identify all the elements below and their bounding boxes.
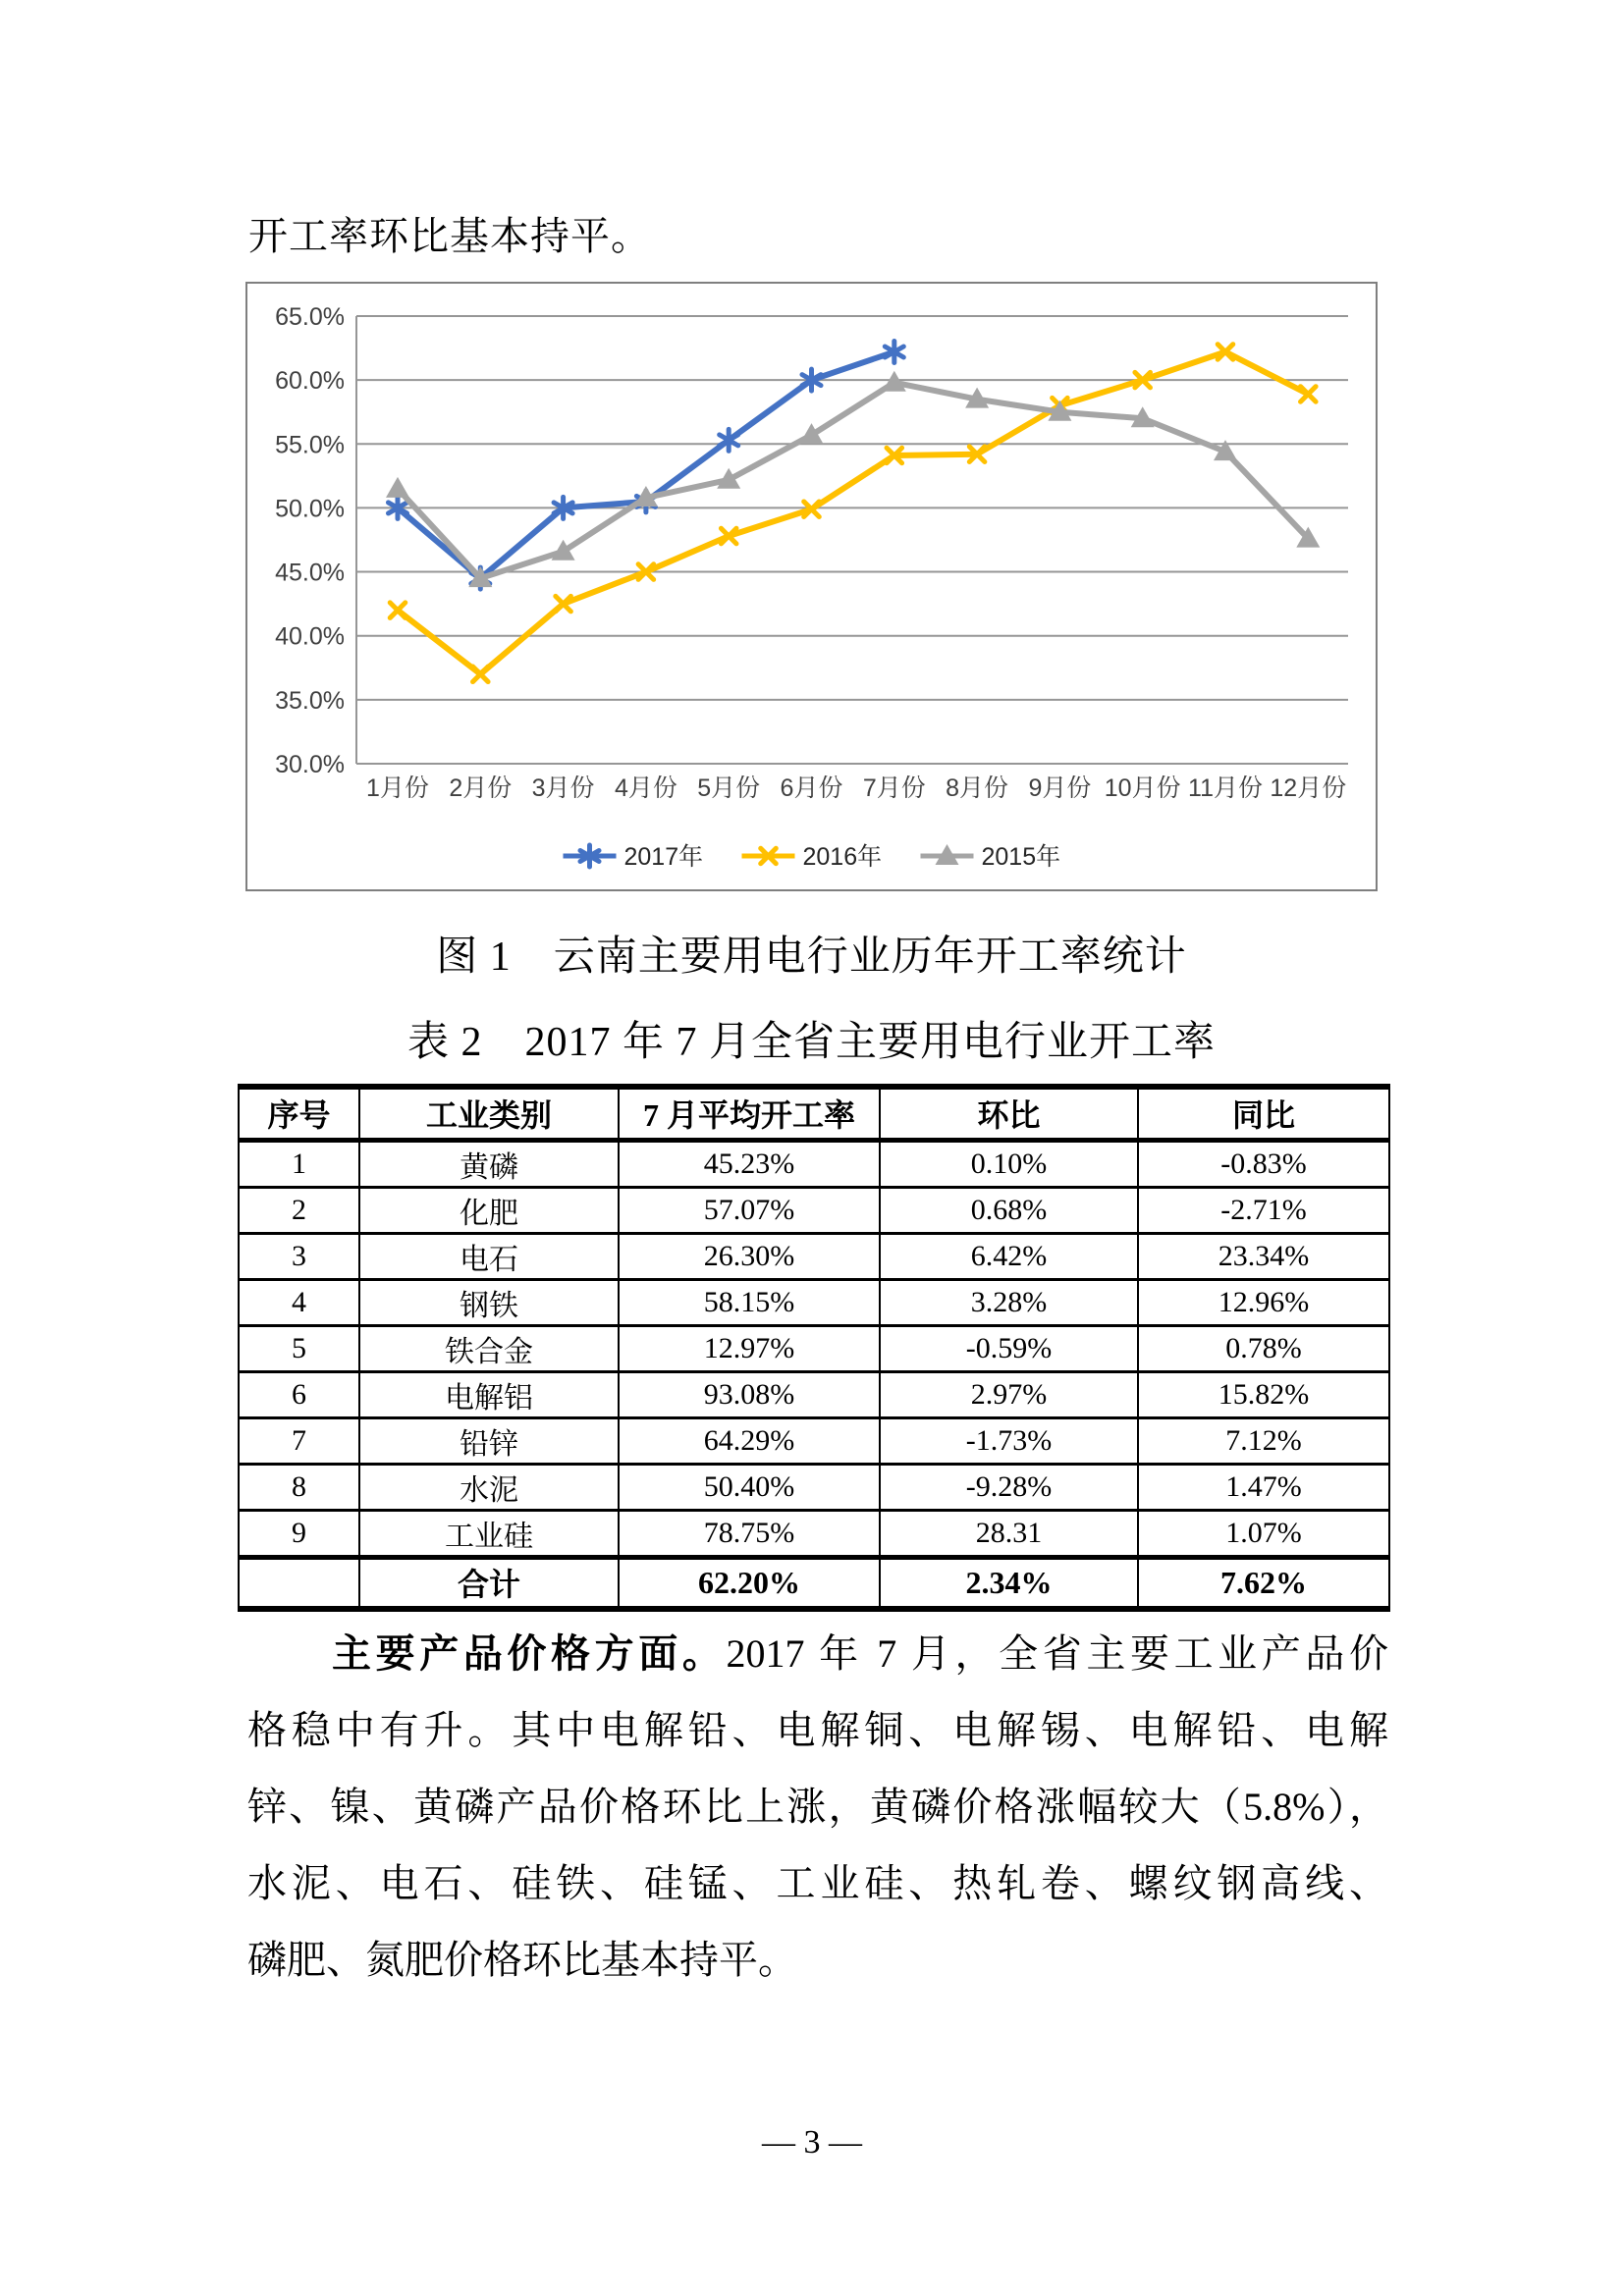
x-tick-label: 10月份 bbox=[1104, 774, 1181, 802]
table-cell: 7.12% bbox=[1138, 1417, 1389, 1464]
table-body bbox=[239, 1140, 1389, 1609]
table-cell: 化肥 bbox=[359, 1187, 619, 1233]
x-tick-label: 9月份 bbox=[1028, 774, 1092, 802]
x-tick-label: 1月份 bbox=[366, 774, 429, 802]
x-tick-label: 8月份 bbox=[946, 774, 1009, 802]
line-chart bbox=[245, 282, 1378, 891]
table-cell: 6.42% bbox=[880, 1233, 1138, 1279]
table-cell: 58.15% bbox=[619, 1279, 880, 1325]
table-cell: 钢铁 bbox=[359, 1279, 619, 1325]
table-row bbox=[239, 1464, 1389, 1510]
table-caption: 表 2 2017 年 7 月全省主要用电行业开工率 bbox=[406, 1020, 1216, 1065]
table-row bbox=[239, 1187, 1389, 1233]
table-cell: 57.07% bbox=[619, 1187, 880, 1233]
table-cell: -1.73% bbox=[880, 1417, 1138, 1464]
table-row bbox=[239, 1510, 1389, 1557]
table-cell bbox=[239, 1557, 359, 1609]
table-cell: 合计 bbox=[359, 1557, 619, 1609]
table-total-row bbox=[239, 1557, 1389, 1609]
table-cell: 78.75% bbox=[619, 1510, 880, 1557]
header-cell: 序号 bbox=[239, 1087, 359, 1140]
table-cell: 12.97% bbox=[619, 1325, 880, 1371]
table-row bbox=[239, 1140, 1389, 1187]
header-cell: 7 月平均开工率 bbox=[619, 1087, 880, 1140]
y-tick-label: 60.0% bbox=[275, 367, 345, 396]
paragraph-line: 磷肥、氮肥价格环比基本持平。 bbox=[247, 1938, 797, 1982]
table-cell: 50.40% bbox=[619, 1464, 880, 1510]
table-cell: 铁合金 bbox=[359, 1325, 619, 1371]
table-head bbox=[239, 1087, 1389, 1140]
paragraph-line: 锌、镍、黄磷产品价格环比上涨，黄磷价格涨幅较大（5.8%）， bbox=[247, 1785, 1388, 1829]
paragraph-line: 格稳中有升。其中电解铅、电解铜、电解锡、电解铅、电解 bbox=[247, 1708, 1388, 1752]
table-cell: 64.29% bbox=[619, 1417, 880, 1464]
table-cell: -0.59% bbox=[880, 1325, 1138, 1371]
table-cell: -0.83% bbox=[1138, 1140, 1389, 1187]
x-tick-label: 5月份 bbox=[697, 774, 761, 802]
intro-paragraph: 开工率环比基本持平。 bbox=[248, 214, 651, 258]
table-cell: 1.47% bbox=[1138, 1464, 1389, 1510]
x-tick-label: 3月份 bbox=[531, 774, 595, 802]
table-cell: 26.30% bbox=[619, 1233, 880, 1279]
table-cell: 1.07% bbox=[1138, 1510, 1389, 1557]
table-cell: 9 bbox=[239, 1510, 359, 1557]
table-cell: 6 bbox=[239, 1371, 359, 1417]
table-cell: 0.78% bbox=[1138, 1325, 1389, 1371]
table-cell: 93.08% bbox=[619, 1371, 880, 1417]
paragraph-line bbox=[247, 1616, 1388, 1692]
table-cell: 62.20% bbox=[619, 1557, 880, 1609]
table-cell: 7 bbox=[239, 1417, 359, 1464]
table-row bbox=[239, 1417, 1389, 1464]
table-cell: 3.28% bbox=[880, 1279, 1138, 1325]
y-tick-label: 40.0% bbox=[275, 622, 345, 651]
table-cell: -2.71% bbox=[1138, 1187, 1389, 1233]
x-tick-label: 6月份 bbox=[780, 774, 843, 802]
paragraph-line1-rest: 2017 年 7 月，全省主要工业产品价 bbox=[726, 1631, 1389, 1676]
table-row bbox=[239, 1233, 1389, 1279]
table-cell: 2.34% bbox=[880, 1557, 1138, 1609]
y-tick-label: 45.0% bbox=[275, 559, 345, 587]
table-cell: 0.68% bbox=[880, 1187, 1138, 1233]
table-cell: 15.82% bbox=[1138, 1371, 1389, 1417]
legend bbox=[564, 843, 1061, 871]
x-tick-label: 11月份 bbox=[1188, 774, 1263, 802]
y-tick-label: 50.0% bbox=[275, 495, 345, 523]
legend-label: 2017年 bbox=[623, 843, 704, 871]
y-tick-label: 55.0% bbox=[275, 431, 345, 459]
page-number: — 3 — bbox=[762, 2124, 862, 2161]
paragraph-line: 水泥、电石、硅铁、硅锰、工业硅、热轧卷、螺纹钢高线、 bbox=[247, 1861, 1388, 1905]
table-cell: 工业硅 bbox=[359, 1510, 619, 1557]
table-row bbox=[239, 1279, 1389, 1325]
table-cell: 电石 bbox=[359, 1233, 619, 1279]
paragraph-lead: 主要产品价格方面。 bbox=[332, 1631, 727, 1676]
table-cell: 45.23% bbox=[619, 1140, 880, 1187]
table-row bbox=[239, 1371, 1389, 1417]
line-chart-figure bbox=[245, 282, 1378, 891]
table-cell: 2.97% bbox=[880, 1371, 1138, 1417]
table-cell: 黄磷 bbox=[359, 1140, 619, 1187]
header-cell: 工业类别 bbox=[359, 1087, 619, 1140]
table-cell: 4 bbox=[239, 1279, 359, 1325]
header-cell: 环比 bbox=[880, 1087, 1138, 1140]
table-cell: 0.10% bbox=[880, 1140, 1138, 1187]
table-row bbox=[239, 1325, 1389, 1371]
figure-caption: 图 1 云南主要用电行业历年开工率统计 bbox=[436, 934, 1187, 980]
body-paragraph bbox=[247, 1616, 1388, 1999]
y-tick-label: 65.0% bbox=[275, 303, 345, 331]
legend-label: 2016年 bbox=[802, 843, 883, 871]
header-cell: 同比 bbox=[1138, 1087, 1389, 1140]
table-cell: 2 bbox=[239, 1187, 359, 1233]
y-tick-label: 35.0% bbox=[275, 686, 345, 715]
table-cell: 5 bbox=[239, 1325, 359, 1371]
table-cell: -9.28% bbox=[880, 1464, 1138, 1510]
legend-label: 2015年 bbox=[981, 843, 1061, 871]
x-tick-label: 7月份 bbox=[862, 774, 926, 802]
table-cell: 电解铝 bbox=[359, 1371, 619, 1417]
table-cell: 水泥 bbox=[359, 1464, 619, 1510]
table-cell: 23.34% bbox=[1138, 1233, 1389, 1279]
y-tick-label: 30.0% bbox=[275, 750, 345, 778]
x-tick-label: 2月份 bbox=[449, 774, 513, 802]
table-cell: 3 bbox=[239, 1233, 359, 1279]
x-tick-label: 12月份 bbox=[1270, 774, 1347, 802]
table-cell: 8 bbox=[239, 1464, 359, 1510]
table-cell: 7.62% bbox=[1138, 1557, 1389, 1609]
table-cell: 1 bbox=[239, 1140, 359, 1187]
open-rate-table bbox=[238, 1084, 1390, 1612]
table-cell: 铅锌 bbox=[359, 1417, 619, 1464]
table-cell: 28.31 bbox=[880, 1510, 1138, 1557]
x-tick-label: 4月份 bbox=[614, 774, 677, 802]
table-cell: 12.96% bbox=[1138, 1279, 1389, 1325]
